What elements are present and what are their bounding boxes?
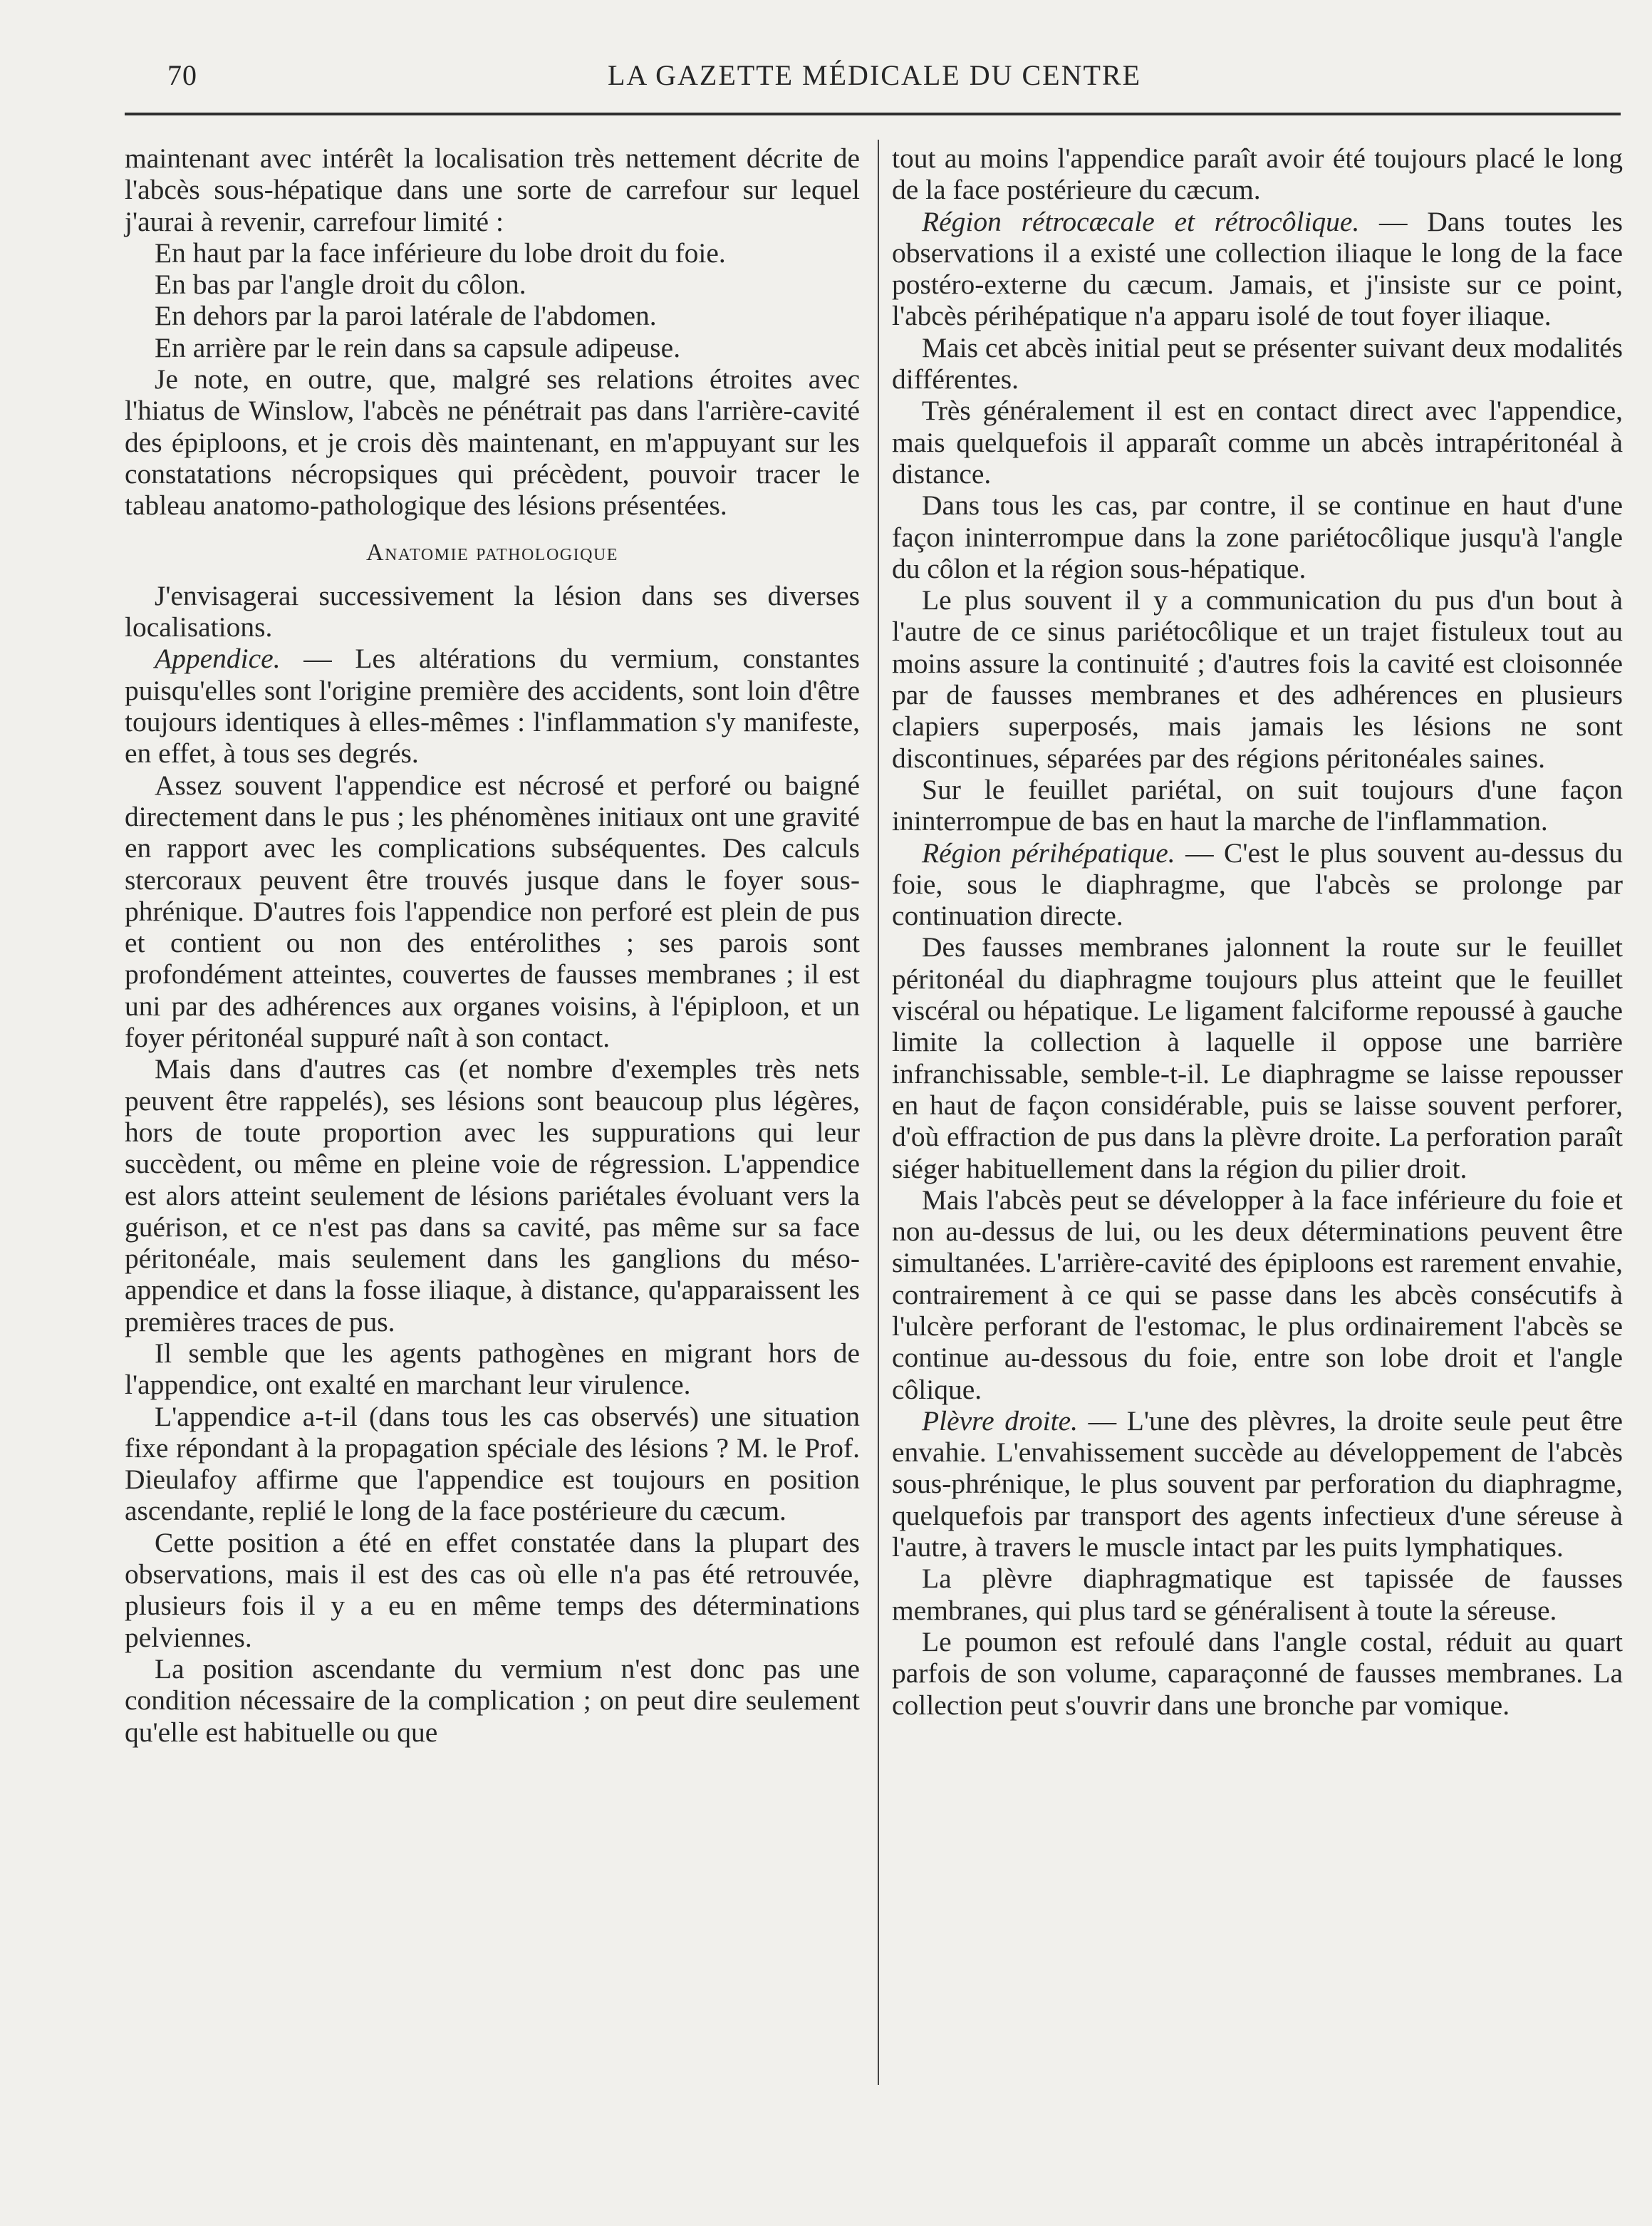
paragraph: La position ascendante du vermium n'est donc pas une condition nécessaire de la complication ; on peut dire seulement qu'elle est habituelle ou que [125, 1652, 860, 1748]
paragraph: Très généralement il est en contact direct avec l'appendice, mais quelquefois il apparaît comme un abcès intrapéritonéal à distance. [892, 395, 1623, 490]
subsection-label: Région périhépatique. [922, 837, 1175, 869]
paragraph: En arrière par le rein dans sa capsule adipeuse. [155, 331, 681, 363]
paragraph: En haut par la face inférieure du lobe droit du foie. [155, 237, 726, 269]
paragraph-text: — C'est le plus souvent au-dessus du foie, sous le diaphragme, que l'abcès se prolonge par continuation directe. [892, 837, 1624, 932]
paragraph: Dans tous les cas, par contre, il se continue en haut d'une façon ininterrompue dans la zone pariétocôlique jusqu'à l'angle du côlon et la région sous-hépatique. [892, 490, 1623, 584]
paragraph: Sur le feuillet pariétal, on suit toujours d'une façon ininterrompue de bas en haut la marche de l'inflammation. [892, 773, 1623, 837]
paragraph: Assez souvent l'appendice est nécrosé et perforé ou baigné directement dans le pus ; les phénomènes initiaux ont une gravité en rapport avec les complications subséquentes. Des calculs stercoraux peuvent être trouvés jusque dans le foyer sous-phrénique. D'autres fois l'appendice non perforé est plein de pus et contient ou non des entérolithes ; ses parois sont profondément atteintes, couvertes de fausses membranes ; il est uni par des adhérences aux organes voisins, à l'épiploon, et un foyer péritonéal suppuré naît à son contact. [125, 769, 860, 1054]
paragraph: maintenant avec intérêt la localisation très nettement décrite de l'abcès sous-hépatique dans une sorte de carrefour sur lequel j'aurai à revenir, carrefour limité : [125, 143, 860, 237]
paragraph: Le plus souvent il y a communication du pus d'un bout à l'autre de ce sinus pariétocôlique et un trajet fistuleux tout au moins assure la continuité ; d'autres fois la cavité est cloisonnée par de fausses membranes et des adhérences en plusieurs clapiers superposés, mais jamais les lésions ne sont discontinues, séparées par des régions péritonéales saines. [892, 584, 1623, 774]
paragraph: Je note, en outre, que, malgré ses relations étroites avec l'hiatus de Winslow, l'abcès ne pénétrait pas dans l'arrière-cavité des épiploons, et je crois dès maintenant, en m'appuyant sur les constatations nécropsiques qui précèdent, pouvoir tracer le tableau anatomo-pathologique des lésions présentées. [125, 363, 860, 522]
paragraph: Des fausses membranes jalonnent la route sur le feuillet péritonéal du diaphragme toujours plus atteint que le feuillet viscéral ou hépatique. Le ligament falciforme repoussé à gauche limite la collection à laquelle il oppose une barrière infranchissable, semble-t-il. Le diaphragme se laisse repousser en haut de façon considérable, puis se laisse souvent perforer, d'où effraction de pus dans la plèvre droite. La perforation paraît siéger habituellement dans la région du pilier droit. [892, 931, 1623, 1184]
subsection-label: Appendice. [155, 643, 281, 675]
paragraph: En bas par l'angle droit du côlon. [155, 269, 526, 301]
header-rule [125, 113, 1621, 115]
paragraph: Mais cet abcès initial peut se présenter suivant deux modalités différentes. [892, 331, 1623, 395]
page-header [125, 58, 1614, 101]
journal-title: LA GAZETTE MÉDICALE DU CENTRE [608, 59, 1142, 91]
paragraph: L'appendice a-t-il (dans tous les cas observés) une situation fixe répondant à la propagation spéciale des lésions ? M. le Prof. Dieulafoy affirme que l'appendice est toujours en position ascendante, replié le long de la face postérieure du cæcum. [125, 1400, 860, 1527]
paragraph: Mais l'abcès peut se développer à la face inférieure du foie et non au-dessus de lui, ou les deux déterminations peuvent être simultanées. L'arrière-cavité des épiploons est rarement envahie, contrairement à ce qui se passe dans les abcès consécutifs à l'ulcère perforant de l'estomac, le plus ordinairement l'abcès se continue au-dessous du foie, entre son lobe droit et l'angle côlique. [892, 1184, 1623, 1405]
paragraph: En dehors par la paroi latérale de l'abdomen. [155, 300, 657, 332]
paragraph-text: — Les altérations du vermium, constantes puisqu'elles sont l'origine première des accidents, sont loin d'être toujours identiques à elles-mêmes : l'inflammation s'y manifeste, en effet, à tous ses degrés. [125, 643, 860, 770]
paragraph: tout au moins l'appendice paraît avoir été toujours placé le long de la face postérieure du cæcum. [892, 143, 1623, 206]
column-divider [878, 140, 879, 2085]
page-number: 70 [167, 59, 197, 91]
paragraph: Cette position a été en effet constatée dans la plupart des observations, mais il est des cas où elle n'a pas été retrouvée, plusieurs fois il y a eu en même temps des déterminations pelviennes. [125, 1526, 860, 1653]
paragraph: Il semble que les agents pathogènes en migrant hors de l'appendice, ont exalté en marchant leur virulence. [125, 1337, 860, 1401]
paragraph [125, 643, 860, 769]
subsection-label: Plèvre droite. [922, 1404, 1078, 1436]
paragraph [892, 206, 1623, 332]
paragraph [892, 1405, 1623, 1563]
paragraph-text: — Dans toutes les observations il a existé une collection iliaque le long de la face postéro-externe du cæcum. Jamais, et j'insiste sur ce point, l'abcès périhépatique n'a apparu isolé de tout foyer iliaque. [892, 205, 1623, 332]
subsection-label: Région rétrocæcale et rétrocôlique. [922, 205, 1360, 237]
paragraph: Le poumon est refoulé dans l'angle costal, réduit au quart parfois de son volume, caparaçonné de fausses membranes. La collection peut s'ouvrir dans une bronche par vomique. [892, 1625, 1623, 1721]
paragraph: La plèvre diaphragmatique est tapissée de fausses membranes, qui plus tard se généralisent à toute la séreuse. [892, 1563, 1623, 1626]
left-column [125, 143, 860, 1748]
right-column [892, 143, 1623, 1721]
paragraph: J'envisagerai successivement la lésion dans ses diverses localisations. [125, 579, 860, 643]
paragraph [892, 837, 1623, 932]
paragraph-text: — L'une des plèvres, la droite seule peut être envahie. L'envahissement succède au développement de l'abcès sous-phrénique, le plus souvent par perforation du diaphragme, quelquefois par transport des agents infectieux d'une séreuse à l'autre, à travers le muscle intact par les puits lymphatiques. [892, 1404, 1623, 1563]
section-heading: Anatomie pathologique [366, 539, 618, 566]
paragraph: Mais dans d'autres cas (et nombre d'exemples très nets peuvent être rappelés), ses lésions sont beaucoup plus légères, hors de toute proportion avec les suppurations qui leur succèdent, ou même en pleine voie de régression. L'appendice est alors atteint seulement de lésions pariétales évoluant vers la guérison, et ce n'est pas dans sa cavité, pas même sur sa face péritonéale, mais seulement dans les ganglions du méso-appendice et dans la fosse iliaque, à distance, qu'apparaissent les premières traces de pus. [125, 1053, 860, 1337]
